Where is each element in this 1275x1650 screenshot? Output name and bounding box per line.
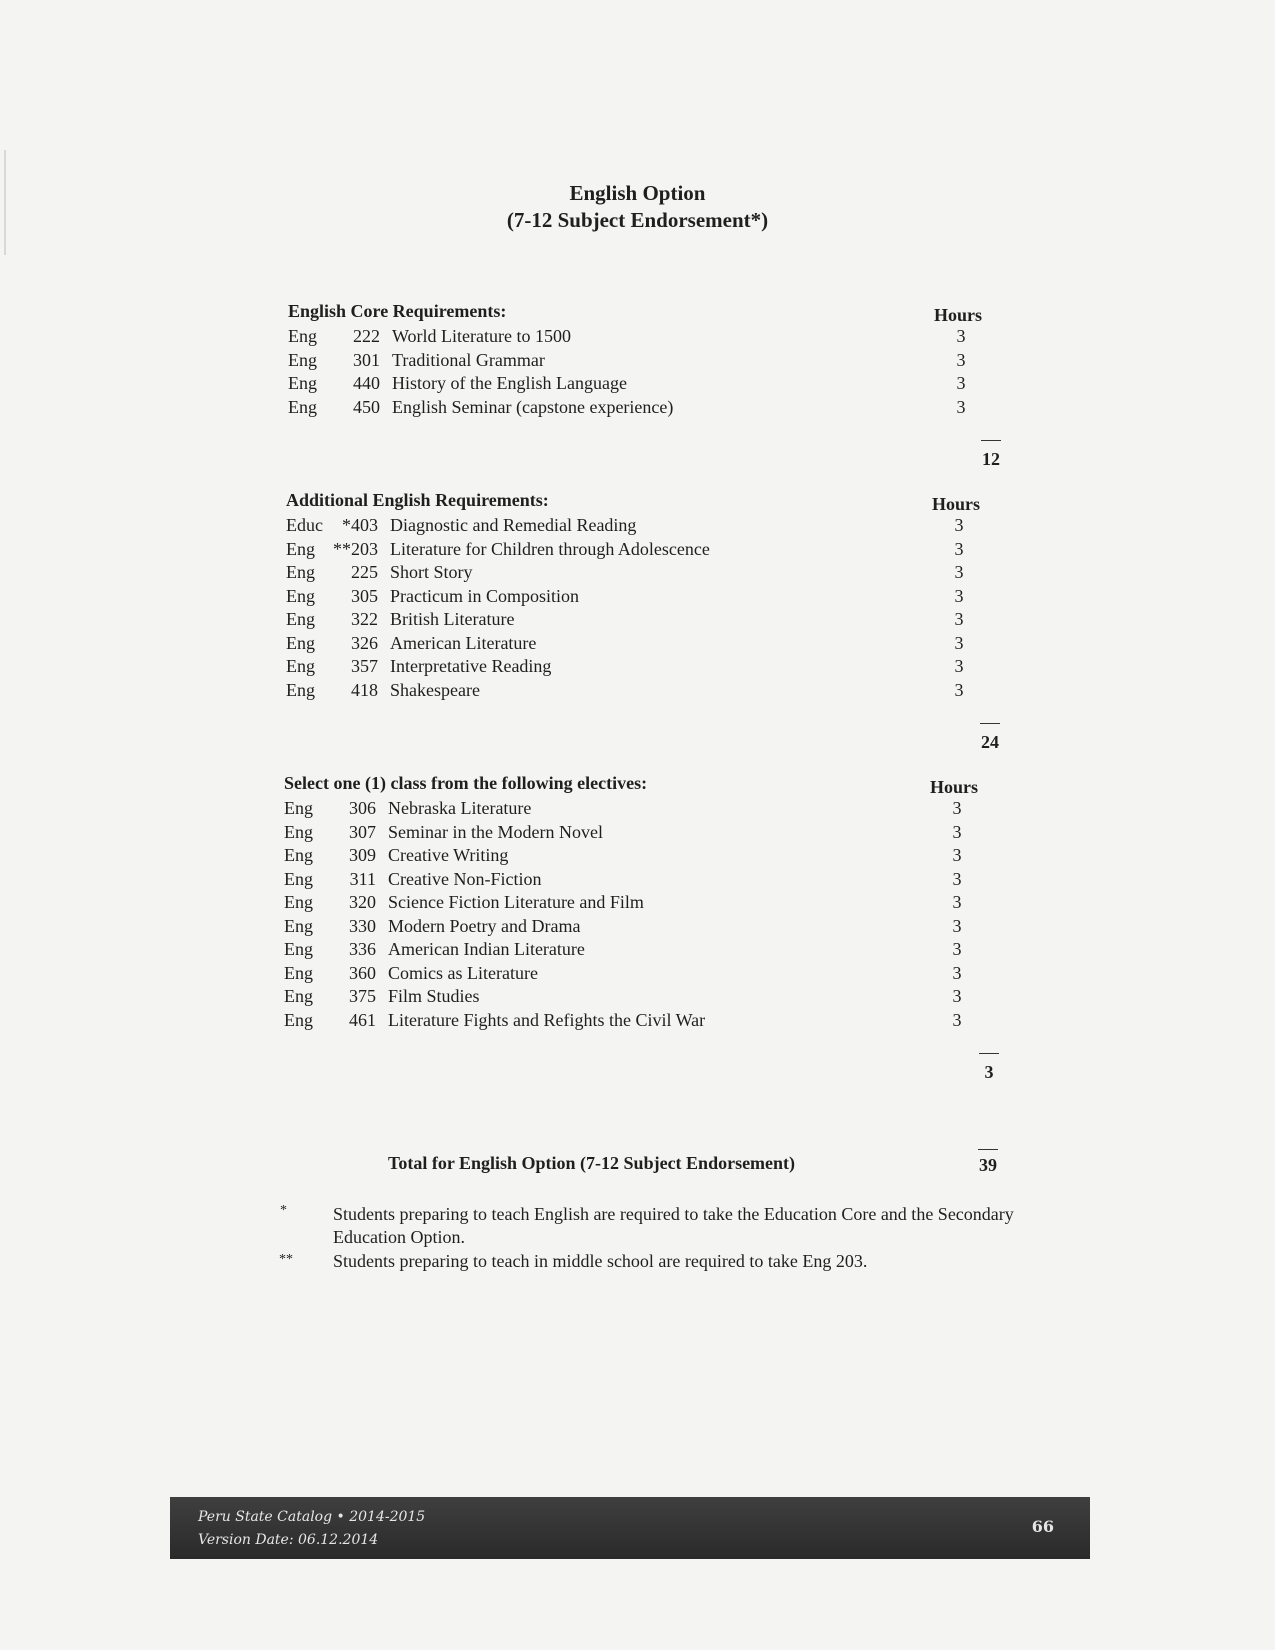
catalog-title: Peru State Catalog • 2014-2015	[198, 1509, 426, 1525]
course-hours: 3	[956, 326, 966, 346]
course-title: Creative Writing	[388, 845, 509, 865]
course-number: 320	[349, 892, 376, 912]
electives-section	[284, 773, 1044, 1032]
course-hours: 3	[954, 656, 964, 676]
course-hours: 3	[954, 679, 964, 700]
course-dept: Eng	[286, 585, 315, 606]
course-title: Shakespeare	[390, 679, 480, 700]
course-title: English Seminar (capstone experience)	[392, 396, 674, 417]
course-number: 461	[349, 1009, 376, 1030]
course-dept: Eng	[284, 821, 313, 842]
course-number: 311	[349, 868, 376, 889]
course-number: 357	[351, 656, 378, 676]
course-title: Seminar in the Modern Novel	[388, 821, 603, 842]
hours-heading: Hours	[934, 305, 983, 325]
course-number: 309	[349, 845, 376, 865]
course-number: 306	[349, 798, 376, 818]
course-dept: Eng	[284, 868, 313, 889]
course-row	[288, 325, 1048, 349]
footnote	[333, 1203, 1014, 1249]
course-title: Literature Fights and Refights the Civil War	[388, 1009, 706, 1030]
course-dept: Eng	[286, 679, 315, 700]
course-hours: 3	[952, 798, 962, 818]
footnote-line: Education Option.	[333, 1227, 465, 1247]
subtotal-rule	[980, 723, 1000, 724]
course-row	[286, 679, 1046, 703]
course-title: Short Story	[390, 562, 473, 582]
course-hours: 3	[952, 915, 962, 936]
course-number: 336	[349, 939, 376, 959]
course-row	[284, 962, 1044, 986]
course-row	[284, 797, 1044, 821]
course-title: World Literature to 1500	[392, 326, 571, 346]
course-number: 322	[351, 609, 378, 629]
course-dept: Eng	[284, 915, 313, 936]
course-row	[288, 372, 1048, 396]
footnote-line: Students preparing to teach English are required to take the Education Core and the Secondary	[333, 1204, 1014, 1224]
core-requirements-section	[288, 301, 1048, 419]
course-row	[286, 585, 1046, 609]
grand-total-value: 39	[979, 1155, 997, 1175]
course-title: American Indian Literature	[388, 939, 585, 959]
course-hours: 3	[954, 515, 964, 535]
course-title: American Literature	[390, 632, 537, 653]
course-number: 375	[349, 986, 376, 1006]
footnote	[333, 1250, 867, 1273]
version-date: Version Date: 06.12.2014	[198, 1532, 379, 1548]
course-title: Comics as Literature	[388, 962, 538, 983]
course-dept: Eng	[284, 986, 313, 1006]
course-number: 225	[351, 562, 378, 582]
course-dept: Eng	[286, 562, 315, 582]
course-dept: Eng	[286, 656, 315, 676]
course-title: History of the English Language	[392, 373, 627, 393]
course-dept: Eng	[284, 892, 313, 912]
grand-total-rule	[978, 1149, 998, 1150]
course-number: 222	[353, 326, 380, 346]
section-heading: Additional English Requirements:	[286, 490, 549, 510]
course-list	[284, 797, 1044, 1032]
course-number: **203	[333, 538, 378, 559]
course-dept: Eng	[284, 1009, 313, 1030]
course-row	[284, 891, 1044, 915]
course-hours: 3	[952, 939, 962, 959]
subtotal-rule	[979, 1053, 999, 1054]
grand-total-label: Total for English Option (7-12 Subject Endorsement)	[388, 1153, 796, 1173]
course-dept: Eng	[288, 396, 317, 417]
course-number: 305	[351, 585, 378, 606]
course-title: Science Fiction Literature and Film	[388, 892, 644, 912]
course-dept: Eng	[286, 609, 315, 629]
course-hours: 3	[952, 1009, 962, 1030]
course-hours: 3	[952, 962, 962, 983]
course-row	[284, 868, 1044, 892]
course-row	[286, 608, 1046, 632]
course-dept: Eng	[286, 632, 315, 653]
course-hours: 3	[952, 892, 962, 912]
additional-requirements-section	[286, 490, 1046, 702]
course-number: 330	[349, 915, 376, 936]
course-row	[284, 985, 1044, 1009]
course-title: Creative Non-Fiction	[388, 868, 542, 889]
course-row	[284, 821, 1044, 845]
course-dept: Eng	[284, 962, 313, 983]
hours-heading: Hours	[932, 494, 981, 514]
course-title: Literature for Children through Adolescence	[390, 538, 710, 559]
footnote-mark: **	[279, 1252, 293, 1267]
course-row	[286, 561, 1046, 585]
hours-heading: Hours	[930, 777, 979, 797]
course-dept: Eng	[286, 538, 315, 559]
course-number: 326	[351, 632, 378, 653]
course-list	[288, 325, 1048, 419]
footnote-mark: *	[280, 1203, 287, 1218]
course-hours: 3	[952, 821, 962, 842]
course-number: *403	[342, 515, 378, 535]
subtotal-value: 12	[982, 449, 1000, 469]
course-hours: 3	[956, 396, 966, 417]
course-number: 450	[353, 396, 380, 417]
course-number: 360	[349, 962, 376, 983]
course-row	[284, 915, 1044, 939]
course-row	[284, 844, 1044, 868]
course-row	[284, 938, 1044, 962]
catalog-footer	[170, 1497, 1090, 1559]
section-heading: Select one (1) class from the following electives:	[284, 773, 648, 793]
page-number: 66	[1031, 1517, 1054, 1536]
subtotal-rule	[981, 440, 1001, 441]
course-hours: 3	[952, 986, 962, 1006]
course-row	[284, 1009, 1044, 1033]
course-row	[288, 396, 1048, 420]
course-number: 307	[349, 821, 376, 842]
title-line-2: (7-12 Subject Endorsement*)	[506, 208, 769, 232]
course-dept: Eng	[288, 373, 317, 393]
course-row	[288, 349, 1048, 373]
course-dept: Eng	[288, 326, 317, 346]
title-line-1: English Option	[569, 181, 706, 205]
course-number: 301	[353, 349, 380, 370]
course-hours: 3	[954, 585, 964, 606]
course-dept: Eng	[288, 349, 317, 370]
course-hours: 3	[954, 562, 964, 582]
course-row	[286, 514, 1046, 538]
course-dept: Eng	[284, 798, 313, 818]
course-row	[286, 632, 1046, 656]
footnote-line: Students preparing to teach in middle school are required to take Eng 203.	[333, 1251, 868, 1271]
course-title: Traditional Grammar	[392, 349, 545, 370]
course-title: Film Studies	[388, 986, 480, 1006]
course-row	[286, 538, 1046, 562]
course-hours: 3	[956, 349, 966, 370]
course-hours: 3	[952, 868, 962, 889]
subtotal-value: 3	[984, 1062, 994, 1082]
course-list	[286, 514, 1046, 702]
section-heading: English Core Requirements:	[288, 301, 507, 321]
course-title: Interpretative Reading	[390, 656, 552, 676]
subtotal-value: 24	[981, 732, 999, 752]
course-title: Practicum in Composition	[390, 585, 579, 606]
course-title: British Literature	[390, 609, 515, 629]
course-title: Diagnostic and Remedial Reading	[390, 515, 637, 535]
course-dept: Eng	[284, 845, 313, 865]
course-hours: 3	[952, 845, 962, 865]
course-dept: Eng	[284, 939, 313, 959]
course-number: 418	[351, 679, 378, 700]
course-dept: Educ	[286, 515, 323, 535]
course-number: 440	[353, 373, 380, 393]
course-hours: 3	[956, 373, 966, 393]
course-title: Modern Poetry and Drama	[388, 915, 581, 936]
course-hours: 3	[954, 632, 964, 653]
course-title: Nebraska Literature	[388, 798, 532, 818]
course-hours: 3	[954, 609, 964, 629]
page-title	[0, 180, 1275, 234]
course-row	[286, 655, 1046, 679]
course-hours: 3	[954, 538, 964, 559]
